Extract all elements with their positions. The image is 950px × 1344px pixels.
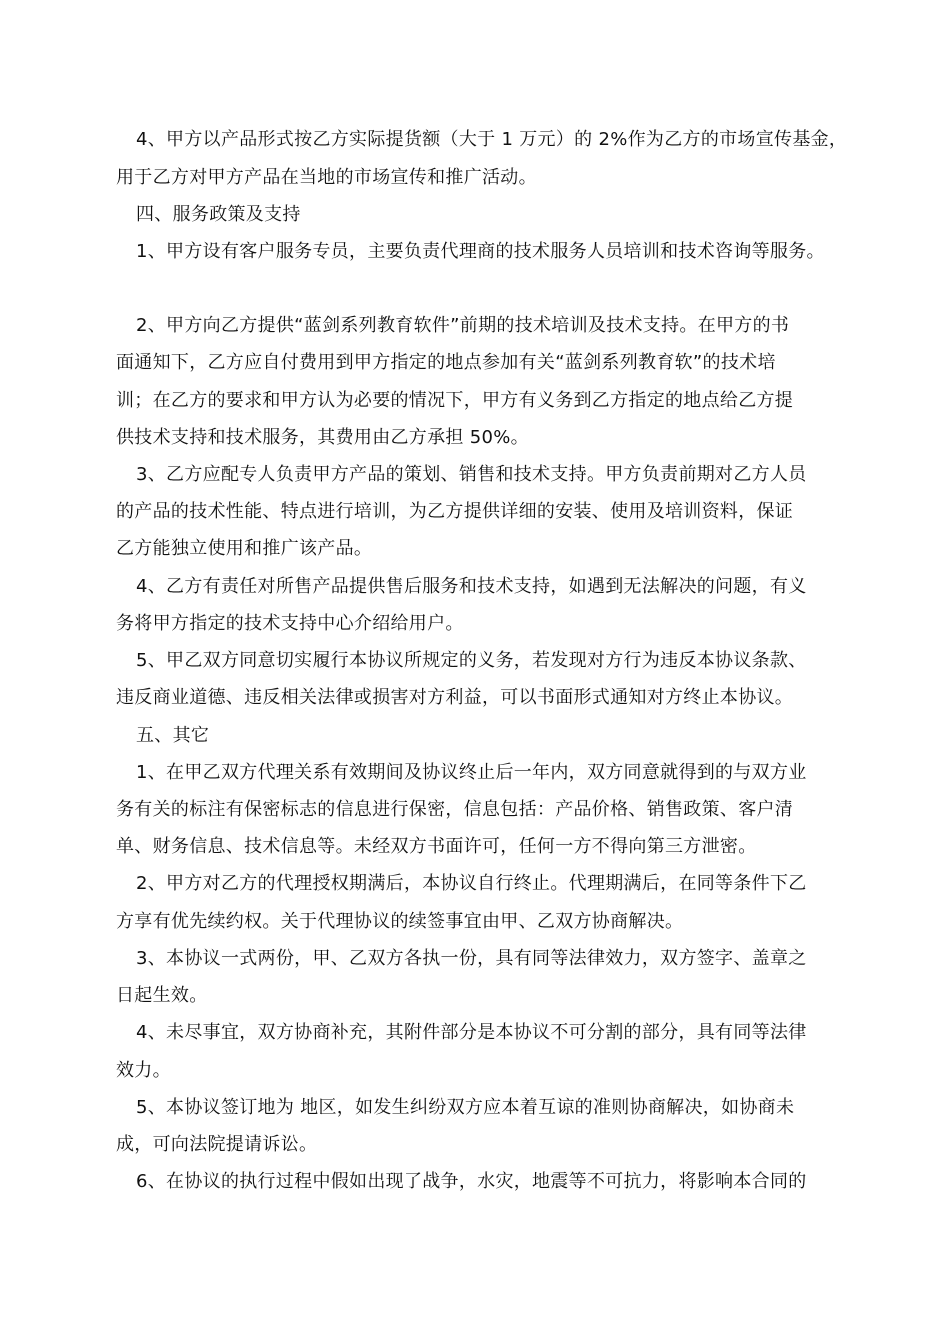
text-line: 3、乙方应配专人负责甲方产品的策划、销售和技术支持。甲方负责前期对乙方人员	[136, 464, 807, 485]
text-line: 面通知下，乙方应自付费用到甲方指定的地点参加有关“蓝剑系列教育软”的技术培	[116, 352, 776, 373]
text-line: 6、在协议的执行过程中假如出现了战争，水灾，地震等不可抗力，将影响本合同的	[136, 1171, 807, 1192]
text-line: 4、乙方有责任对所售产品提供售后服务和技术支持，如遇到无法解决的问题，有义	[136, 576, 807, 597]
text-line: 成，可向法院提请诉讼。	[116, 1134, 318, 1155]
text-line: 用于乙方对甲方产品在当地的市场宣传和推广活动。	[116, 167, 537, 188]
text-line: 5、本协议签订地为 地区，如发生纠纷双方应本着互谅的准则协商解决，如协商未	[136, 1097, 795, 1118]
text-line: 日起生效。	[116, 985, 208, 1006]
text-line: 4、未尽事宜，双方协商补充，其附件部分是本协议不可分割的部分，具有同等法律	[136, 1022, 807, 1043]
section-heading: 五、其它	[136, 725, 210, 746]
text-line: 2、甲方对乙方的代理授权期满后，本协议自行终止。代理期满后，在同等条件下乙	[136, 873, 807, 894]
text-line: 效力。	[116, 1060, 171, 1081]
section-heading: 四、服务政策及支持	[136, 204, 301, 225]
text-line: 务将甲方指定的技术支持中心介绍给用户。	[116, 613, 464, 634]
text-line: 1、甲方设有客户服务专员，主要负责代理商的技术服务人员培训和技术咨询等服务。	[136, 241, 825, 262]
text-line: 单、财务信息、技术信息等。未经双方书面许可，任何一方不得向第三方泄密。	[116, 836, 757, 857]
text-line: 4、甲方以产品形式按乙方实际提货额（大于 1 万元）的 2%作为乙方的市场宣传基金，	[136, 129, 848, 150]
text-line: 3、本协议一式两份，甲、乙双方各执一份，具有同等法律效力，双方签字、盖章之	[136, 948, 807, 969]
text-line: 乙方能独立使用和推广该产品。	[116, 538, 373, 559]
text-line: 的产品的技术性能、特点进行培训，为乙方提供详细的安装、使用及培训资料，保证	[116, 501, 794, 522]
text-line: 训；在乙方的要求和甲方认为必要的情况下，甲方有义务到乙方指定的地点给乙方提	[116, 390, 794, 411]
text-line: 供技术支持和技术服务，其费用由乙方承担 50%。	[116, 427, 529, 448]
text-line: 1、在甲乙双方代理关系有效期间及协议终止后一年内，双方同意就得到的与双方业	[136, 762, 807, 783]
text-line: 5、甲乙双方同意切实履行本协议所规定的义务，若发现对方行为违反本协议条款、	[136, 650, 807, 671]
text-line: 2、甲方向乙方提供“蓝剑系列教育软件”前期的技术培训及技术支持。在甲方的书	[136, 315, 790, 336]
text-line: 违反商业道德、违反相关法律或损害对方利益，可以书面形式通知对方终止本协议。	[116, 687, 794, 708]
text-line: 务有关的标注有保密标志的信息进行保密，信息包括：产品价格、销售政策、客户清	[116, 799, 794, 820]
text-line: 方享有优先续约权。关于代理协议的续签事宜由甲、乙双方协商解决。	[116, 911, 684, 932]
